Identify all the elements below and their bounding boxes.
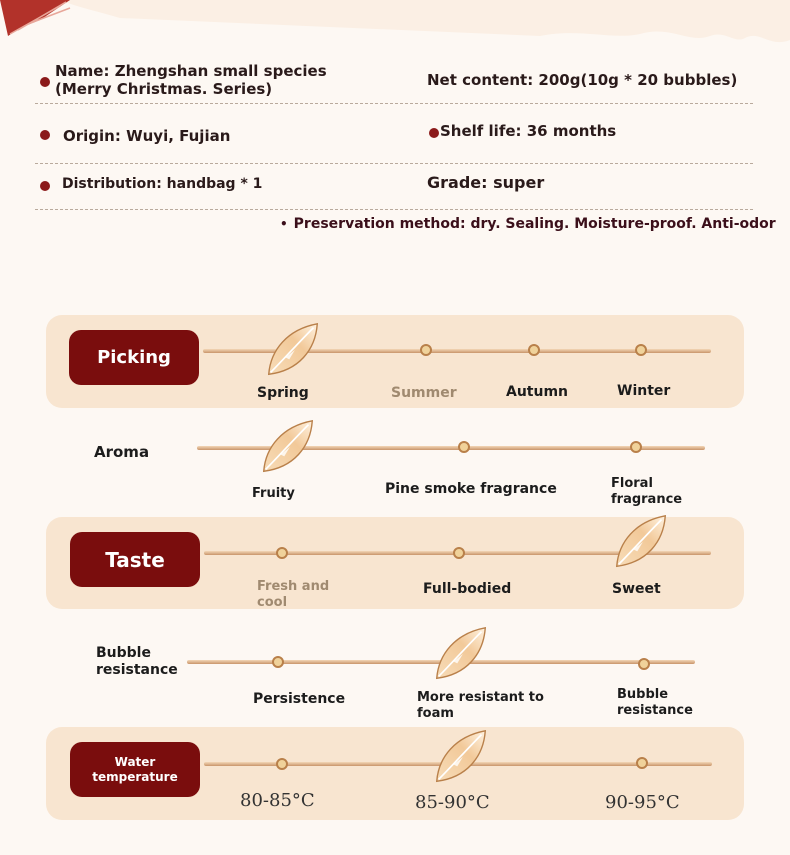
grade-field: Grade: super [427,173,545,192]
knob-icon[interactable] [276,758,288,770]
aroma-option-pine-smoke[interactable]: Pine smoke fragrance [385,481,557,497]
knob-icon[interactable] [635,344,647,356]
bullet-dot [40,181,50,191]
top-snow-decoration [0,0,790,60]
leaf-icon [432,626,490,682]
net-content-field: Net content: 200g(10g * 20 bubbles) [427,71,738,89]
bullet-dot [429,128,439,138]
divider [35,103,753,105]
bullet-dot [40,77,50,87]
aroma-option-floral[interactable]: Floral fragrance [611,476,683,507]
picking-option-spring[interactable]: Spring [257,385,309,401]
water-option-85-90[interactable]: 85-90°C [415,792,490,813]
knob-icon[interactable] [276,547,288,559]
taste-option-sweet[interactable]: Sweet [612,581,661,597]
bubble-option-more-resistant[interactable]: More resistant to foam [417,690,544,721]
picking-label: Picking [69,330,199,385]
bullet-dot [40,130,50,140]
picking-option-winter[interactable]: Winter [617,383,671,399]
knob-icon[interactable] [458,441,470,453]
divider [35,209,753,211]
knob-icon[interactable] [638,658,650,670]
taste-option-fresh[interactable]: Fresh and cool [257,579,330,610]
bubble-option-persistence[interactable]: Persistence [253,691,346,707]
knob-icon[interactable] [630,441,642,453]
knob-icon[interactable] [420,344,432,356]
preservation-note [280,216,776,232]
preservation-text: Preservation method: dry. Sealing. Moisture-proof. Anti-odor [293,216,776,232]
aroma-label: Aroma [94,443,150,461]
water-label: Water temperature [70,742,200,797]
leaf-icon [264,322,322,378]
water-option-90-95[interactable]: 90-95°C [605,792,680,813]
bubble-label: Bubble resistance [96,645,178,678]
knob-icon[interactable] [636,757,648,769]
water-option-80-85[interactable]: 80-85°C [240,790,315,811]
knob-icon[interactable] [528,344,540,356]
shelf-life-field: Shelf life: 36 months [440,122,617,140]
leaf-icon [612,514,670,570]
taste-label: Taste [70,532,200,587]
knob-icon[interactable] [272,656,284,668]
divider [35,163,753,165]
picking-option-autumn[interactable]: Autumn [506,384,569,400]
knob-icon[interactable] [453,547,465,559]
distribution-field: Distribution: handbag * 1 [62,176,263,192]
leaf-icon [432,729,490,785]
aroma-option-fruity[interactable]: Fruity [252,486,295,501]
taste-option-full-bodied[interactable]: Full-bodied [423,581,512,597]
picking-option-summer[interactable]: Summer [391,385,457,401]
origin-field: Origin: Wuyi, Fujian [63,127,231,145]
name-field: Name: Zhengshan small species (Merry Christmas. Series) [55,62,327,98]
leaf-icon [259,419,317,475]
bubble-option-bubble-resistance[interactable]: Bubble resistance [617,687,693,718]
bullet-small: • [280,217,288,231]
